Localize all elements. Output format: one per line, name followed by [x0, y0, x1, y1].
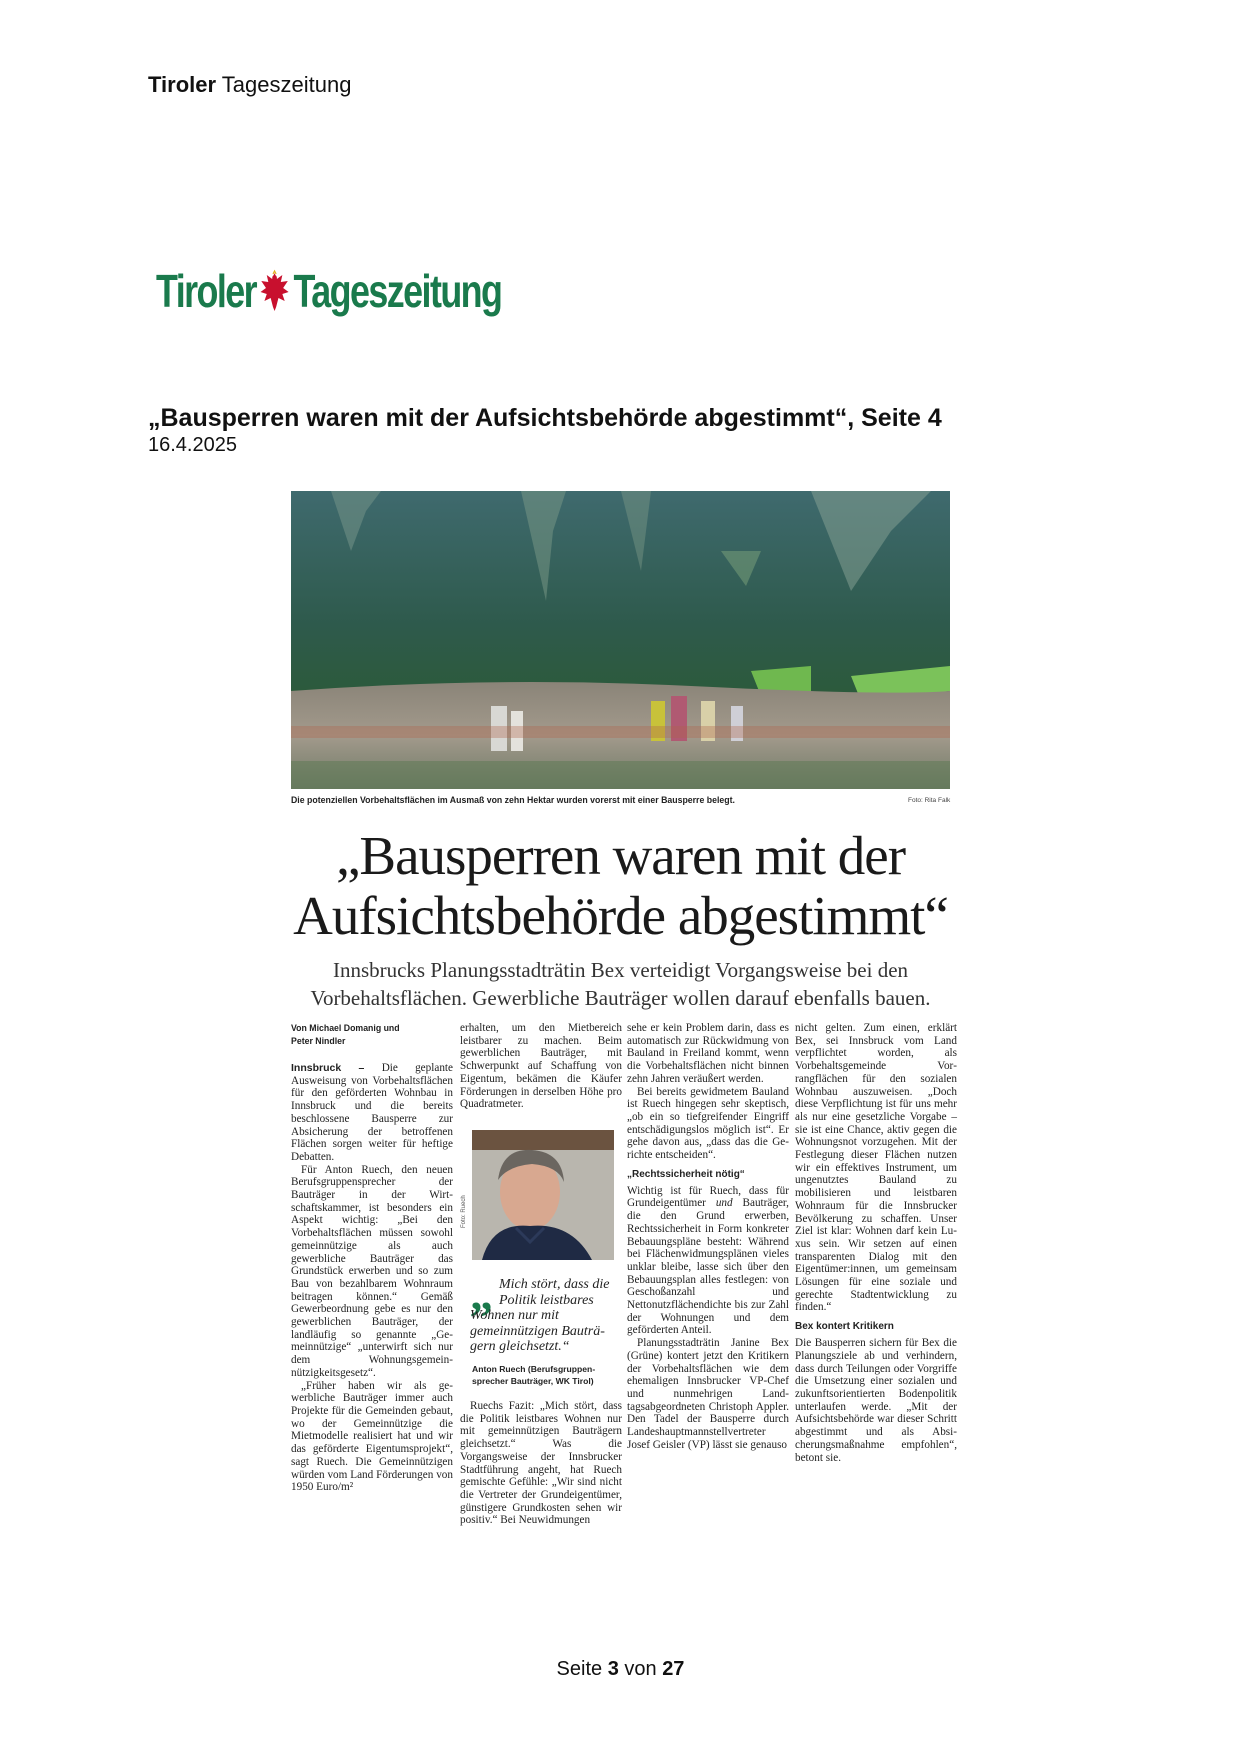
quote-mark-icon: „ — [470, 1268, 493, 1319]
newspaper-logo — [156, 266, 501, 316]
portrait-credit: Foto: Ruech — [461, 1195, 467, 1228]
paragraph: Ruechs Fazit: „Mich stört, dass die Politik leistbares Wohnen nur mit gemeinnützigen Bauträgern gleichsetzt.“ Was die Vorgangsweise der Innsbrucker Stadtführung angeht, hat Ruech gemischte Gefühle: „Wir sind nicht die Vertreter der Grundeigentümer, günstigere Grundkosten sehen wir positiv.“ Bei Neuwidmungen — [460, 1400, 622, 1527]
paragraph: Für Anton Ruech, den neuen Berufsgruppensprecher der Bauträger in der Wirtschaftskammer, ist besonders ein Aspekt wichtig: „Bei den Vorbehaltsflächen müssen sowohl gemeinnützige als auch gewerbliche Bauträger das Grundstück erwerben und so zum Bau von bezahlbarem Wohnraum beitragen können.“ Gemäß Gewerbeordnung gebe es nur den gewerblichen Bauträger, der landläufig so genannte „Gemeinnützige“ „unterwirft sich nur dem Wohnungsgemeinnützigkeitsgesetz“. — [291, 1163, 453, 1379]
article-subheadline: Innsbrucks Planungsstadträtin Bex verteidigt Vorgangsweise bei den Vorbehaltsflächen. Gewerbliche Bauträger wollen darauf ebenfalls bauen. — [310, 958, 931, 1010]
quote-attribution: Anton Ruech (Berufsgruppensprecher Bauträger, WK Tirol) — [472, 1364, 596, 1386]
logo-right-word: Tageszeitung — [293, 265, 502, 317]
source-brand-bold: Tiroler — [148, 72, 217, 97]
emphasis-text: und — [715, 1197, 733, 1210]
article-column-4 — [795, 1022, 957, 1464]
byline-line-2: Peter Nindler — [291, 1036, 346, 1047]
paragraph: „Früher haben wir als gewerbliche Bauträger immer auch Projekte für die Gemeinden gebaut, wo der Gemeinnützige die Mietmodelle realisiert hat und wir das geförderte Eigentumsprojekt“, sagt Ruech. Die Gemeinnützigen würden vom Land Förderungen von 1950 Euro/m² — [291, 1379, 453, 1494]
photo-credit: Foto: Rita Falk — [908, 797, 951, 804]
innsbruck-landscape-photo — [291, 491, 950, 789]
source-header — [148, 72, 351, 98]
tyrolean-eagle-icon — [259, 269, 290, 313]
source-brand-regular: Tageszeitung — [221, 72, 352, 97]
paragraph: sehe er kein Problem darin, dass es automatisch zur Rückwidmung von Bauland in Freiland kommt, wenn die Vorbehaltsflächen nicht binnen zehn Jahren veräußert werden. — [627, 1022, 789, 1085]
footer-prefix: Seite — [556, 1658, 608, 1680]
dateline-dash: – — [341, 1062, 382, 1074]
byline — [291, 1022, 440, 1048]
paragraph-text: Wichtig ist für Ruech, dass für Grundeigentümer — [627, 1184, 789, 1210]
headline-line-2: Aufsichtsbehörde abgestimmt“ — [293, 885, 948, 946]
paragraph: Die Bausperren sichern für Bex die Planungsziele ab und verhindern, dass durch Teilungen oder Vorgriffe die Umsetzung einer sozialen und zukunftsorientierten Bodenpolitik unterlaufen werde. „Mit der Aufsichtsbehörde war dieser Schritt abgestimmt und als Absicherungsmaßnahme empfohlen“, betont sie. — [795, 1337, 957, 1464]
paragraph: nicht gelten. Zum einen, erklärt Bex, sei Innsbruck vom Land verpflichtet worden, als Vorbehaltsgemeinde Vorrangflächen für den sozialen Wohnbau auszuweisen. „Doch diese Verpflichtung ist für uns mehr als nur eine gesetzliche Vorgabe – sie ist eine Chance, aktiv gegen die Wohnungsnot vorzugehen. Mit der Festlegung dieser Flächen nutzen wir ein effektives Instrument, um ungenutztes Bauland zu mobilisieren und leistbaren Wohnraum für die Innsbrucker Bevölkerung zu schaffen. Unser Ziel ist klar: Wohnen darf kein Luxus sein. Wir setzen auf einen transparenten Dialog mit den Eigentümer:innen, um gemeinsam Lösungen für eine soziale und gerechte Stadtentwicklung zu finden.“ — [795, 1022, 957, 1314]
article-headline — [291, 826, 950, 946]
document-title: „Bausperren waren mit der Aufsichtsbehörde abgestimmt“, Seite 4 — [148, 404, 942, 432]
article-column-3 — [627, 1022, 789, 1452]
document-date: 16.4.2025 — [148, 434, 237, 456]
paragraph: Bei bereits gewidmetem Bauland ist Ruech hingegen sehr skeptisch, „ob ein so tiefgreifender Eingriff entschädigungslos möglich ist“. Er gehe davon aus, „dass das die Gerichte entscheiden“. — [627, 1085, 789, 1162]
footer-middle: von — [618, 1658, 663, 1680]
current-page-number: 3 — [607, 1658, 619, 1680]
byline-line-1: Von Michael Domanig und — [291, 1023, 400, 1034]
section-subhead: Bex kontert Kritikern — [795, 1321, 894, 1333]
pull-quote — [470, 1268, 620, 1355]
paragraph — [291, 1062, 453, 1164]
total-page-count: 27 — [662, 1658, 685, 1680]
article-column-2-continued — [460, 1400, 622, 1527]
logo-left-word: Tiroler — [156, 265, 257, 317]
paragraph: erhalten, um den Mietbereich leistbarer zu machen. Beim gewerblichen Bauträger, mit Schwerpunkt auf Schaffung von Eigentum, bekämen die Käufer Förderungen in derselben Höhe pro Quadratmeter. — [460, 1022, 622, 1111]
dateline: Innsbruck — [291, 1062, 342, 1074]
pull-quote-text: Mich stört, dass die Politik leistbares Wohnen nur mit gemeinnützigen Bauträgern gleichsetzt.“ — [470, 1277, 610, 1354]
page-footer — [0, 1658, 1241, 1681]
headline-line-1: „Bausperren waren mit der — [335, 825, 906, 886]
portrait-photo-anton-ruech — [472, 1130, 614, 1260]
paragraph: Planungsstadträtin Janine Bex (Grüne) kontert jetzt den Kritikern der Vorbehaltsflächen wie dem ehemaligen Innsbrucker VP-Chef und nunmehrigen Landtagsabgeordneten Christoph Appler. Den Tadel der Bausperre durch Landeshauptmannstellvertreter Josef Geisler (VP) lässt sie genauso — [627, 1337, 789, 1451]
paragraph — [627, 1185, 789, 1337]
paragraph-text: Bauträger, die den Grund erwerben, Rechtssicherheit in Form konkreter Bebauungspläne besteht: Während bei Flächenwidmungsplänen vieles unklar bleibe, lasse sich über den Bebauungsplan alles festlegen: von Geschoßanzahl und Nettonutzflächendichte bis zur Zahl der Wohnungen und dem geförderten Anteil. — [627, 1197, 789, 1337]
article-column-2 — [460, 1022, 622, 1111]
photo-caption: Die potenziellen Vorbehaltsflächen im Ausmaß von zehn Hektar wurden vorerst mit einer Bausperre belegt. — [291, 795, 735, 806]
paragraph-text: Die geplante Ausweisung von Vorbehaltsflächen für den geförderten Wohnbau in Innsbruck und die bereits beschlossene Bausperre zur Absicherung der betroffenen Flächen sorgen weiter für heftige Debatten. — [291, 1062, 453, 1163]
section-subhead: „Rechtssicherheit nötig“ — [627, 1168, 745, 1180]
article-column-1 — [291, 1022, 453, 1494]
